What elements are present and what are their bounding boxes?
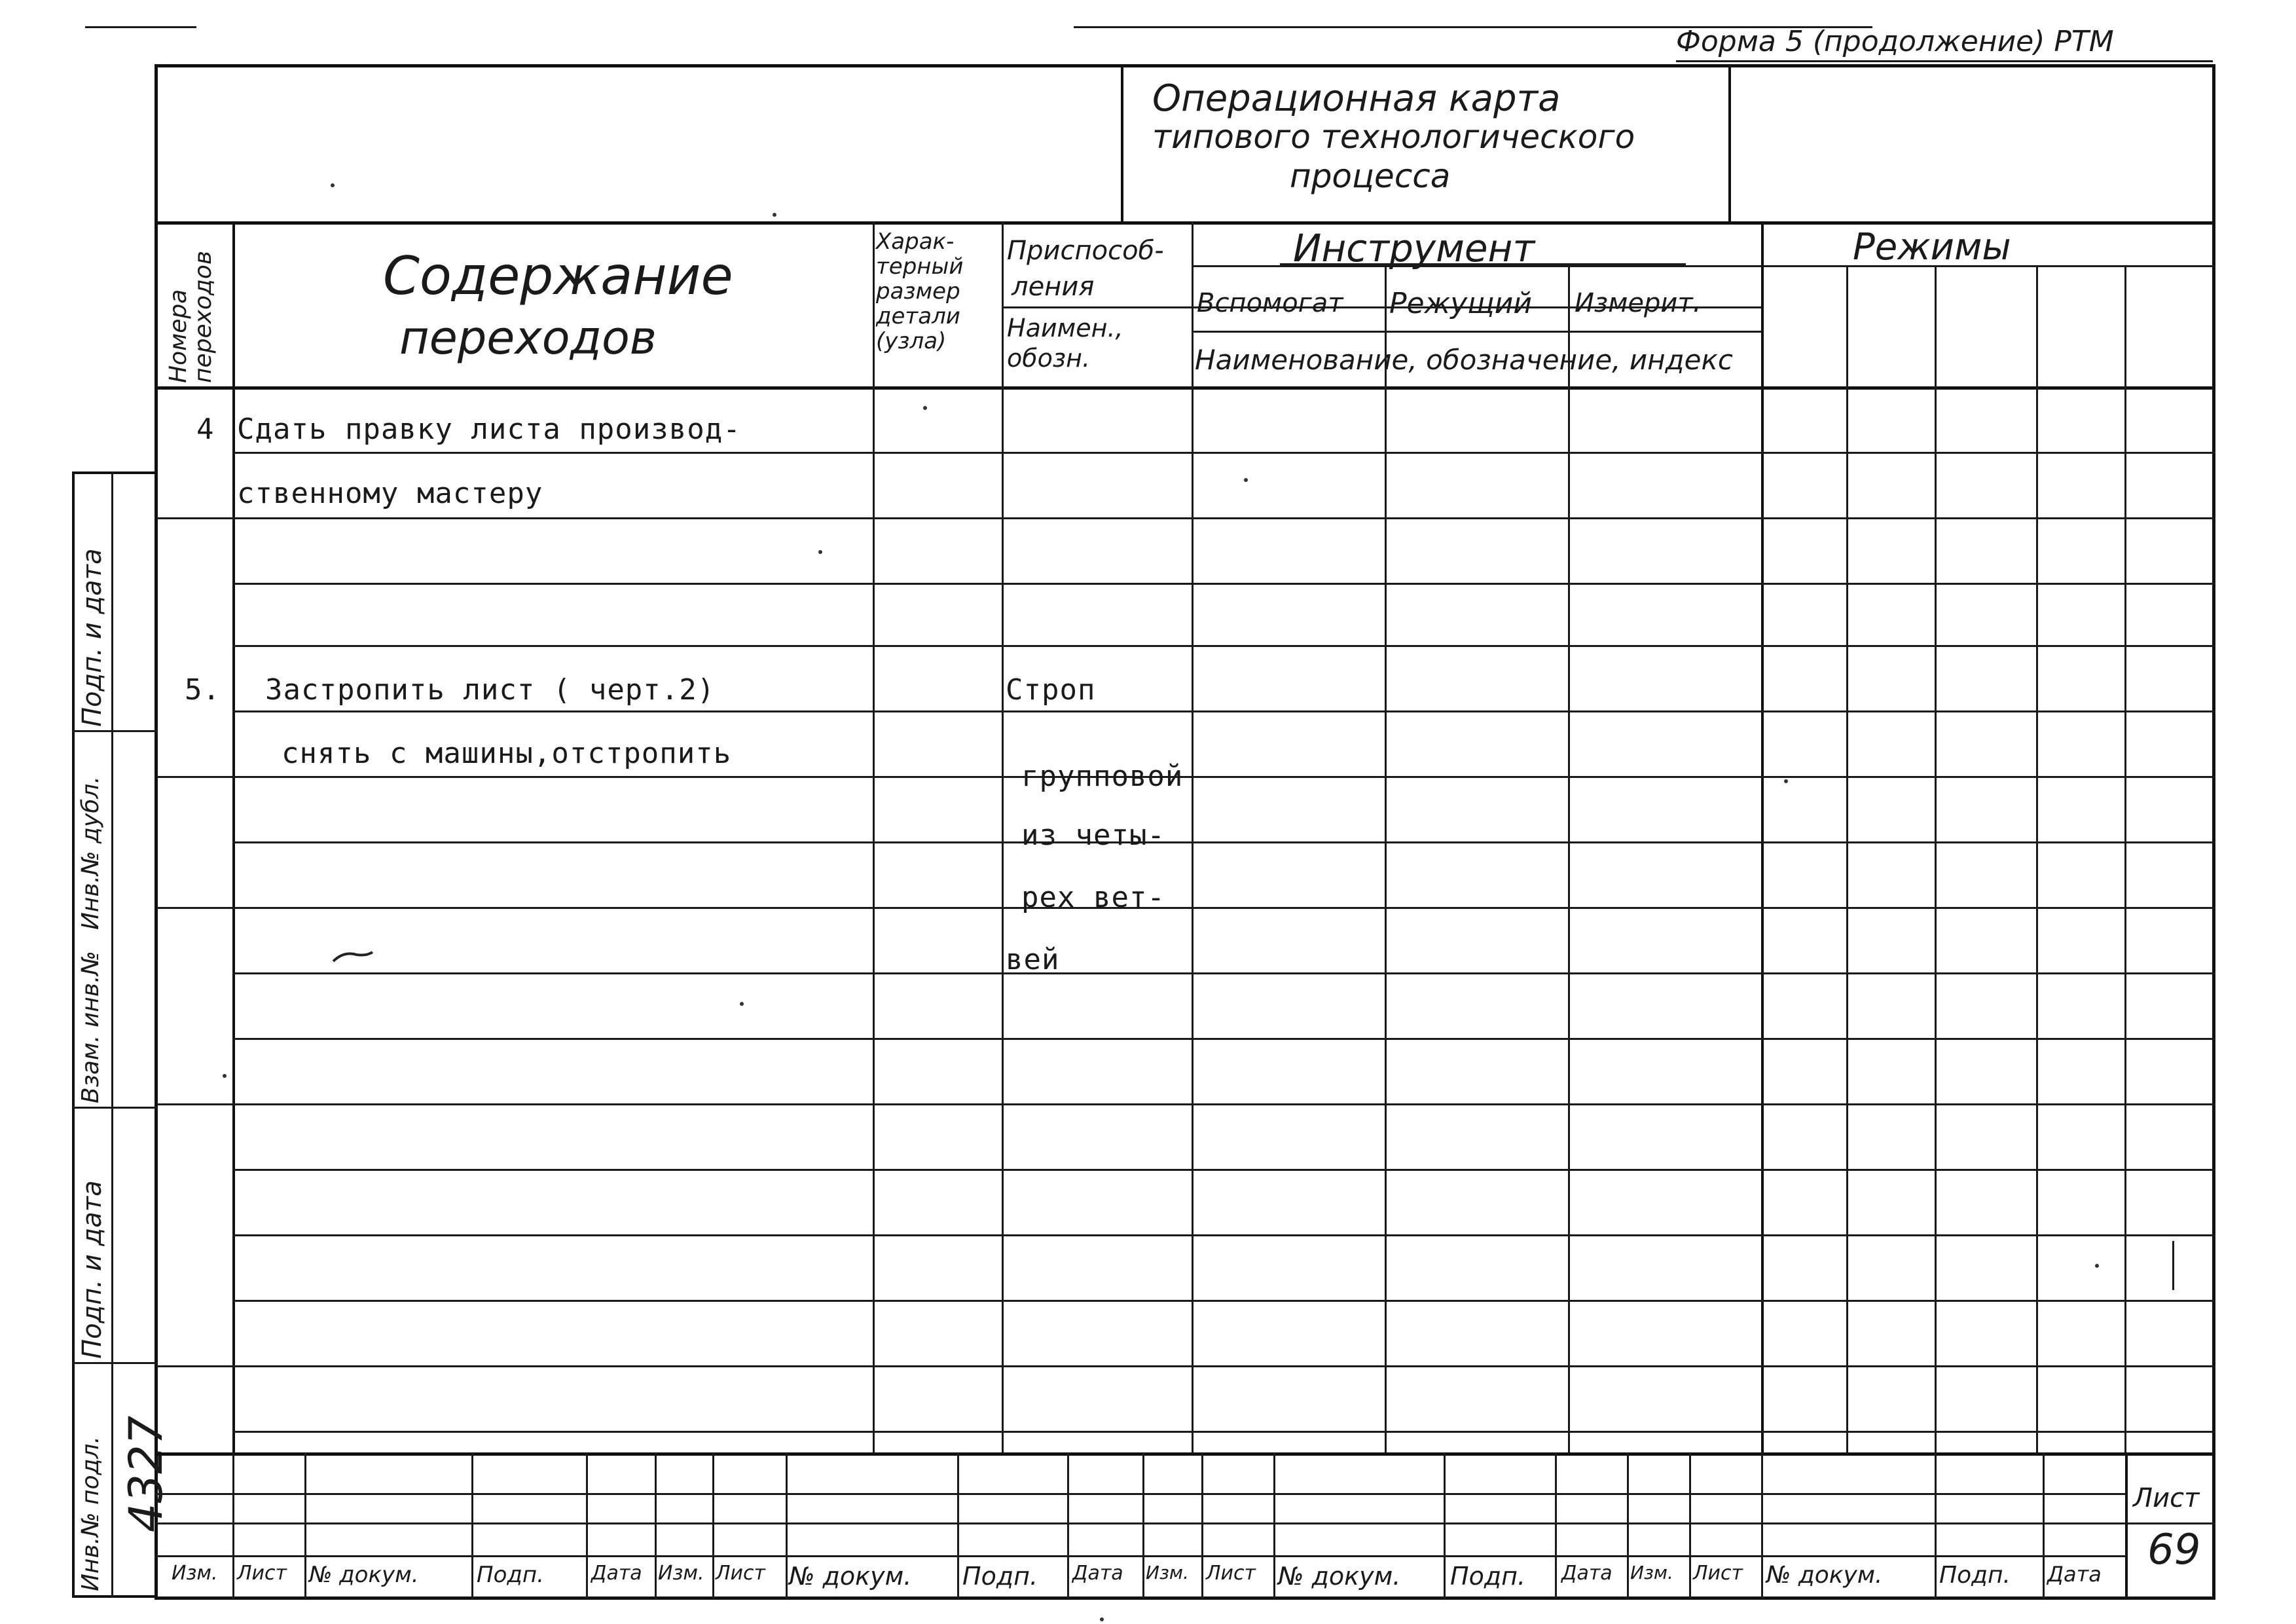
header-tool-sub: Наименование, обозначение, индекс bbox=[1195, 344, 1733, 376]
row-line-14 bbox=[232, 1300, 2215, 1302]
footer-col-10 bbox=[1142, 1452, 1144, 1600]
row-line-4 bbox=[232, 645, 2215, 647]
header-bottom-rule bbox=[155, 386, 2215, 390]
col-char-divider bbox=[1002, 221, 1004, 1452]
footer-sheet-number: 69 bbox=[2147, 1526, 2201, 1574]
footer-col-6 bbox=[712, 1452, 714, 1600]
header-content-l2: переходов bbox=[399, 311, 657, 365]
side-inv-podl: Инв.№ подл. bbox=[77, 1436, 104, 1591]
fixture-line4: рех вет- bbox=[1021, 881, 1165, 914]
side-podp-data-2: Подп. и дата bbox=[77, 1180, 107, 1359]
header-fixtures-sub bbox=[1007, 313, 1123, 373]
scan-speck bbox=[223, 1074, 227, 1078]
footer-col-8 bbox=[957, 1452, 959, 1600]
pencil-stroke bbox=[2172, 1241, 2174, 1290]
footer-label-8: № докум. bbox=[789, 1562, 912, 1591]
row-5-text-line2: снять с машины,отстропить bbox=[282, 737, 732, 770]
col-tool-divider bbox=[1761, 221, 1764, 1452]
col-content-divider bbox=[873, 221, 875, 1452]
scan-speck bbox=[923, 406, 927, 410]
top-rule-left bbox=[85, 26, 196, 28]
footer-col-12 bbox=[1273, 1452, 1275, 1600]
col-cut-divider bbox=[1568, 265, 1570, 1452]
fixture-line2: групповой bbox=[1021, 760, 1184, 793]
side-line-3 bbox=[72, 1362, 157, 1364]
scan-speck bbox=[2095, 1264, 2099, 1268]
header-char-size bbox=[876, 229, 963, 354]
footer-label-11: Изм. bbox=[1146, 1562, 1189, 1583]
row-line-16 bbox=[232, 1431, 2215, 1433]
side-podp-data-1: Подп. и дата bbox=[77, 548, 107, 727]
col-mode-2 bbox=[1935, 265, 1937, 1452]
footer-sheet-label: Лист bbox=[2133, 1483, 2200, 1513]
footer-label-1: Изм. bbox=[172, 1562, 218, 1585]
row-5-number: 5. bbox=[185, 673, 221, 707]
footer-col-2 bbox=[304, 1452, 306, 1600]
scan-speck bbox=[818, 550, 822, 554]
footer-col-19 bbox=[2043, 1452, 2045, 1600]
header-char-l3: размер bbox=[876, 278, 960, 304]
footer-label-18: № докум. bbox=[1766, 1562, 1883, 1589]
footer-label-20: Дата bbox=[2047, 1562, 2102, 1587]
header-fixtures-sub-l2: обозн. bbox=[1007, 344, 1091, 373]
footer-row-line-2 bbox=[155, 1522, 2215, 1524]
footer-col-18 bbox=[1935, 1452, 1937, 1600]
footer-col-1 bbox=[232, 1452, 234, 1600]
footer-label-17: Лист bbox=[1693, 1562, 1743, 1585]
row-5-text-line1: Застропить лист ( черт.2) bbox=[265, 673, 716, 707]
scan-speck bbox=[331, 183, 335, 187]
form-label: Форма 5 (продолжение) РТМ bbox=[1676, 25, 2114, 58]
header-char-l1: Харак- bbox=[876, 229, 955, 255]
row-line-7 bbox=[232, 841, 2215, 843]
fixture-line3: из четы- bbox=[1021, 819, 1165, 852]
row-line-12 bbox=[232, 1169, 2215, 1171]
row-4-number: 4 bbox=[196, 413, 215, 446]
row-line-2 bbox=[155, 517, 2215, 519]
header-tool-underline bbox=[1280, 263, 1686, 265]
scan-speck bbox=[773, 213, 776, 217]
footer-label-14: Подп. bbox=[1450, 1562, 1526, 1591]
header-char-l4: детали bbox=[876, 303, 960, 329]
side-inv-number: 4327 bbox=[119, 1415, 173, 1532]
header-rule-4 bbox=[1192, 331, 1761, 333]
footer-label-2: Лист bbox=[237, 1562, 287, 1585]
col-aux-divider bbox=[1385, 265, 1387, 1452]
footer-col-11 bbox=[1201, 1452, 1203, 1600]
header-tool: Инструмент bbox=[1293, 226, 1535, 270]
footer-top-rule bbox=[155, 1452, 2215, 1456]
title-line3: процесса bbox=[1290, 157, 1451, 195]
col-mode-1 bbox=[1846, 265, 1848, 1452]
col-fixtures-divider bbox=[1192, 221, 1194, 1452]
form-label-underline bbox=[1676, 60, 2213, 62]
col-mode-3 bbox=[2036, 265, 2038, 1452]
row-line-10 bbox=[232, 1038, 2215, 1040]
row-line-8 bbox=[155, 907, 2215, 909]
footer-label-3: № докум. bbox=[309, 1562, 419, 1588]
row-line-15 bbox=[155, 1365, 2215, 1367]
footer-col-13 bbox=[1444, 1452, 1446, 1600]
side-line-2 bbox=[72, 1107, 157, 1109]
pencil-mark bbox=[331, 943, 376, 969]
footer-col-7 bbox=[786, 1452, 788, 1600]
header-num: Номера переходов bbox=[165, 250, 217, 383]
footer-col-4 bbox=[586, 1452, 588, 1600]
side-line-1 bbox=[72, 730, 157, 732]
footer-sheet-divider bbox=[2125, 1452, 2128, 1600]
header-top-rule bbox=[155, 221, 2215, 225]
header-char-l2: терный bbox=[876, 253, 964, 280]
footer-col-16 bbox=[1689, 1452, 1691, 1600]
footer-row-line-3 bbox=[155, 1555, 2125, 1557]
header-content-l1: Содержание bbox=[383, 246, 733, 306]
header-fixtures-l1: Приспособ- bbox=[1007, 236, 1164, 266]
title-left-divider bbox=[1121, 64, 1123, 221]
col-mode-4 bbox=[2124, 265, 2126, 1452]
header-tool-meas: Измерит. bbox=[1575, 288, 1702, 318]
row-4-text-line2: ственному мастеру bbox=[237, 477, 543, 510]
row-line-11 bbox=[155, 1103, 2215, 1105]
footer-label-16: Изм. bbox=[1630, 1562, 1673, 1583]
row-line-9 bbox=[232, 972, 2215, 974]
footer-label-5: Дата bbox=[591, 1562, 642, 1585]
side-col-divider bbox=[111, 471, 113, 1598]
title-line1: Операционная карта bbox=[1152, 77, 1561, 120]
footer-col-3 bbox=[471, 1452, 473, 1600]
side-inv-dubl: Инв.№ дубл. bbox=[77, 776, 104, 930]
header-fixtures-l2: ления bbox=[1011, 272, 1095, 302]
footer-col-9 bbox=[1067, 1452, 1069, 1600]
footer-col-15 bbox=[1627, 1452, 1629, 1600]
footer-label-9: Подп. bbox=[962, 1562, 1038, 1591]
scan-speck bbox=[1784, 779, 1788, 783]
footer-label-4: Подп. bbox=[477, 1562, 544, 1588]
scan-speck bbox=[1100, 1617, 1104, 1621]
header-tool-aux: Вспомогат bbox=[1197, 288, 1343, 318]
scan-speck bbox=[1244, 478, 1248, 482]
footer-label-6: Изм. bbox=[658, 1562, 704, 1585]
footer-col-5 bbox=[655, 1452, 657, 1600]
footer-label-15: Дата bbox=[1561, 1562, 1613, 1585]
scan-speck bbox=[740, 1002, 744, 1006]
header-char-l5: (узла) bbox=[876, 328, 947, 354]
footer-col-17 bbox=[1761, 1452, 1763, 1600]
row-line-6 bbox=[155, 776, 2215, 778]
col-num-divider bbox=[232, 221, 235, 1452]
header-tool-cut: Режущий bbox=[1389, 287, 1532, 320]
footer-label-12: Лист bbox=[1206, 1562, 1256, 1585]
fixture-line5: вей bbox=[1006, 943, 1060, 976]
footer-label-10: Дата bbox=[1072, 1562, 1123, 1585]
header-fixtures-sub-l1: Наимен., bbox=[1007, 314, 1123, 342]
row-4-text-line1: Сдать правку листа производ- bbox=[237, 413, 741, 446]
footer-label-13: № докум. bbox=[1278, 1562, 1401, 1591]
title-line2: типового технологического bbox=[1152, 118, 1635, 156]
title-right-divider bbox=[1728, 64, 1731, 221]
footer-label-7: Лист bbox=[716, 1562, 766, 1585]
side-vzam: Взам. инв.№ bbox=[77, 951, 104, 1103]
fixture-line1: Строп bbox=[1006, 673, 1096, 707]
row-line-1 bbox=[232, 452, 2215, 454]
row-line-5 bbox=[232, 710, 2215, 712]
footer-row-line-1 bbox=[155, 1493, 2125, 1495]
row-line-13 bbox=[232, 1234, 2215, 1236]
row-line-3 bbox=[232, 583, 2215, 585]
footer-col-14 bbox=[1555, 1452, 1557, 1600]
header-modes: Режимы bbox=[1853, 226, 2011, 268]
footer-label-19: Подп. bbox=[1939, 1562, 2011, 1589]
